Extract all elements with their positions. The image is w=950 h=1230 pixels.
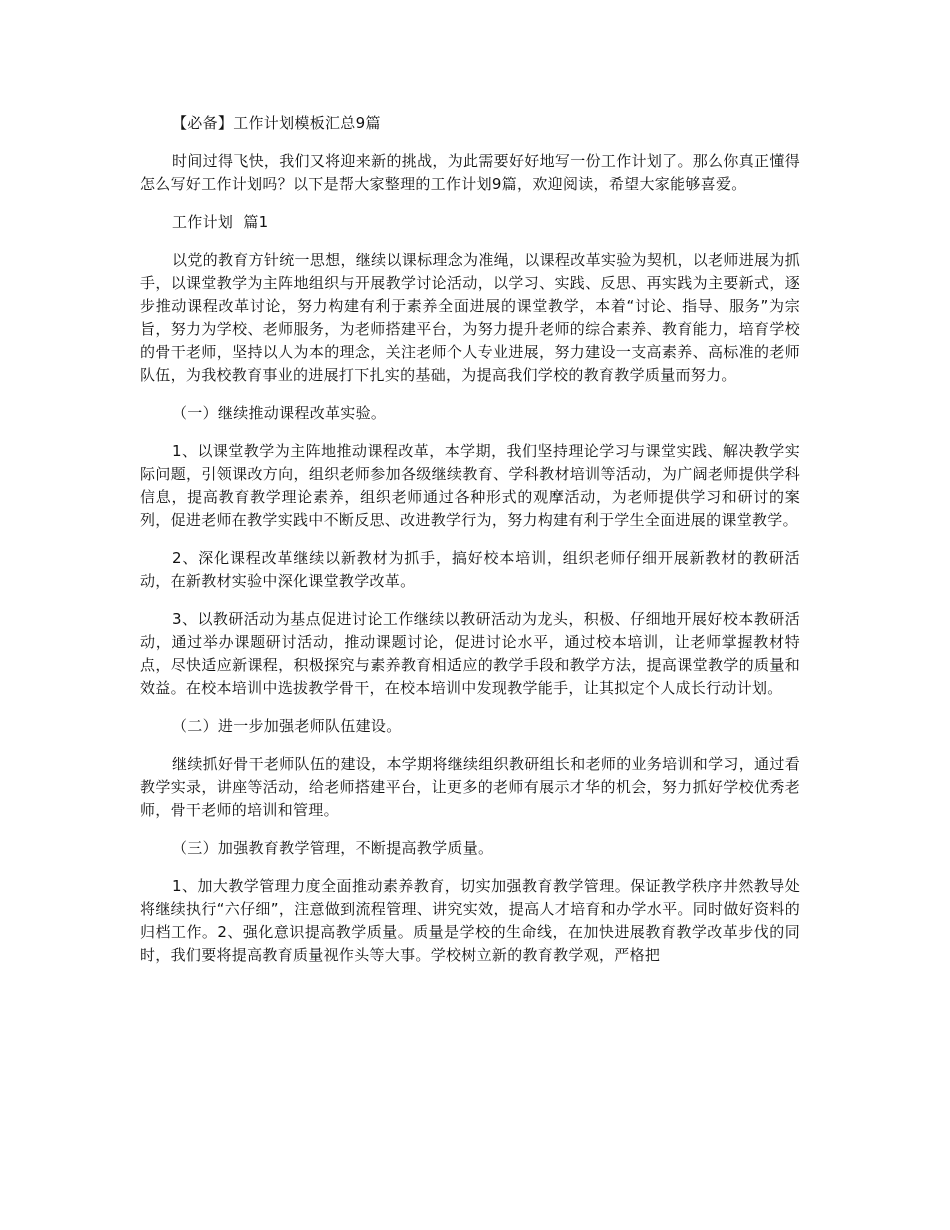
body-paragraph: 以党的教育方针统一思想，继续以课标理念为准绳，以课程改革实验为契机，以老师进展为抓手，以课堂教学为主阵地组织与开展教学讨论活动，以学习、实践、反思、再实践为主要新式，逐步推动课程改革讨论，努力构建有利于素养全面进展的课堂教学，本着“讨论、指导、服务”为宗旨，努力为学校、老师服务，为老师搭建平台，为努力提升老师的综合素养、教育能力，培育学校的骨干老师，坚持以人为本的理念，关注老师个人专业进展，努力建设一支高素养、高标准的老师队伍，为我校教育事业的进展打下扎实的基础，为提高我们学校的教育教学质量而努力。 — [140, 251, 800, 384]
body-paragraph: 3、以教研活动为基点促进讨论工作继续以教研活动为龙头，积极、仔细地开展好校本教研活动，通过举办课题研讨活动，推动课题讨论，促进讨论水平，通过校本培训，让老师掌握教材特点，尽快适应新课程，积极探究与素养教育相适应的教学手段和教学方法，提高课堂教学的质量和效益。在校本培训中选拔教学骨干，在校本培训中发现教学能手，让其拟定个人成长行动计划。 — [140, 610, 800, 697]
body-paragraph: 1、以课堂教学为主阵地推动课程改革，本学期，我们坚持理论学习与课堂实践、解决教学实际问题，引领课改方向，组织老师参加各级继续教育、学科教材培训等活动，为广阔老师提供学科信息，提高教育教学理论素养，组织老师通过各种形式的观摩活动，为老师提供学习和研讨的案列，促进老师在教学实践中不断反思、改进教学行为，努力构建有利于学生全面进展的课堂教学。 — [140, 442, 800, 529]
section-heading: 工作计划 篇1 — [172, 213, 269, 231]
body-paragraph: 2、深化课程改革继续以新教材为抓手，搞好校本培训，组织老师仔细开展新教材的教研活动，在新教材实验中深化课堂教学改革。 — [140, 549, 800, 590]
subsection-heading: （二）进一步加强老师队伍建设。 — [172, 717, 402, 735]
intro-paragraph: 时间过得飞快，我们又将迎来新的挑战，为此需要好好地写一份工作计划了。那么你真正懂得怎么写好工作计划吗？以下是帮大家整理的工作计划9篇，欢迎阅读，希望大家能够喜爱。 — [140, 152, 800, 193]
body-paragraph: 1、加大教学管理力度全面推动素养教育，切实加强教育教学管理。保证教学秩序井然教导处将继续执行“六仔细”，注意做到流程管理、讲究实效，提高人才培育和办学水平。同时做好资料的归档工作。2、强化意识提高教学质量。质量是学校的生命线，在加快进展教育教学改革步伐的同时，我们要将提高教育质量视作头等大事。学校树立新的教育教学观，严格把 — [140, 877, 800, 964]
subsection-heading: （三）加强教育教学管理，不断提高教学质量。 — [172, 839, 494, 857]
document-title: 【必备】工作计划模板汇总9篇 — [172, 114, 381, 132]
document-body — [140, 112, 800, 967]
body-paragraph: 继续抓好骨干老师队伍的建设，本学期将继续组织教研组长和老师的业务培训和学习，通过看教学实录，讲座等活动，给老师搭建平台，让更多的老师有展示才华的机会，努力抓好学校优秀老师，骨干老师的培训和管理。 — [140, 755, 800, 819]
subsection-heading: （一）继续推动课程改革实验。 — [172, 404, 387, 422]
